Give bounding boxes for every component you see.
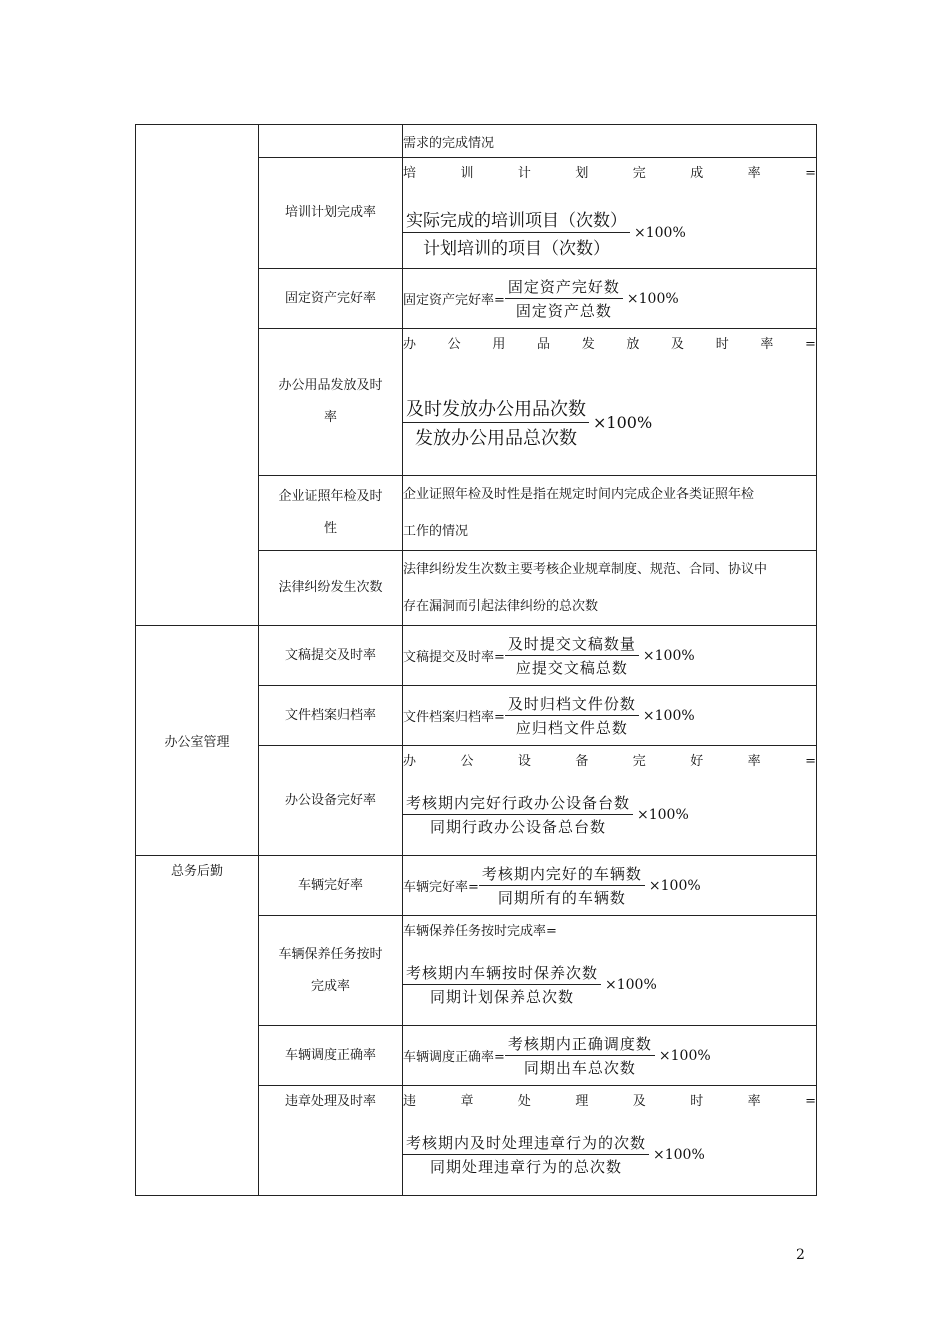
spread-char: =	[805, 337, 816, 352]
spread-char: 时	[690, 1094, 704, 1109]
denominator: 同期出车总次数	[523, 1059, 636, 1077]
table-row	[136, 856, 817, 916]
multiplier: ×100%	[642, 647, 695, 664]
spread-char: 及	[671, 337, 685, 352]
spread-char: 办	[403, 337, 417, 352]
spread-text	[403, 164, 816, 184]
desc-cell: 需求的完成情况	[403, 125, 817, 158]
formula: 车辆调度正确率= $\frac{\text{考核期内正确调度数}}{\text{同期出车总次数}}$ ×100%	[403, 1035, 711, 1077]
spread-char: 完	[632, 166, 646, 181]
numerator: 考核期内完好行政办公设备台数	[403, 792, 633, 815]
multiplier: ×100%	[593, 413, 653, 432]
denominator: 发放办公用品总次数	[415, 428, 577, 449]
spread-char: 计	[517, 166, 531, 181]
table-row	[136, 125, 817, 158]
spread-char: 划	[575, 166, 589, 181]
numerator: 考核期内正确调度数	[505, 1033, 655, 1056]
multiplier: ×100%	[626, 290, 679, 307]
item-cell: 文稿提交及时率	[259, 626, 403, 686]
formula: 固定资产完好率= $\frac{\text{固定资产完好数}}{\text{固定资产总数}}$ ×100%	[403, 278, 679, 320]
numerator: 考核期内车辆按时保养次数	[403, 962, 601, 985]
group-cell-empty	[136, 125, 259, 626]
item-cell: 固定资产完好率	[259, 269, 403, 329]
spread-text	[403, 752, 816, 772]
multiplier: ×100%	[658, 1047, 711, 1064]
group-cell-office: 办公室管理	[136, 626, 259, 856]
formula: 文件档案归档率= $\frac{\text{及时归档文件份数}}{\text{应归档文件总数}}$ ×100%	[403, 695, 695, 737]
denominator: 同期行政办公设备总台数	[430, 818, 607, 836]
spread-char: 成	[690, 166, 704, 181]
formula: 车辆完好率= $\frac{\text{考核期内完好的车辆数}}{\text{同期所有的车辆数}}$ ×100%	[403, 865, 701, 907]
numerator: 及时归档文件份数	[505, 693, 639, 716]
numerator: 实际完成的培训项目（次数）	[403, 206, 630, 233]
multiplier: ×100%	[605, 976, 657, 993]
spread-char: 培	[403, 166, 417, 181]
formula	[403, 206, 816, 259]
item-cell: 车辆完好率	[259, 856, 403, 916]
multiplier: ×100%	[648, 877, 701, 894]
spread-char: 章	[460, 1094, 474, 1109]
spread-char: 办	[403, 754, 417, 769]
spread-char: 备	[575, 754, 589, 769]
spread-char: =	[805, 754, 816, 769]
spread-text	[403, 1092, 816, 1112]
spread-char: 理	[575, 1094, 589, 1109]
multiplier: ×100%	[637, 806, 689, 823]
spread-char: 率	[747, 1094, 761, 1109]
spread-char: 率	[747, 166, 761, 181]
multiplier: ×100%	[634, 224, 686, 241]
item-cell: 车辆保养任务按时 完成率	[259, 916, 403, 1026]
numerator: 及时发放办公用品次数	[403, 395, 589, 423]
formula	[403, 792, 816, 837]
group-cell-logistics: 总务后勤	[136, 856, 259, 1196]
numerator: 考核期内完好的车辆数	[479, 863, 645, 886]
item-cell: 办公设备完好率	[259, 746, 403, 856]
spread-text	[403, 335, 816, 355]
formula-cell	[403, 746, 817, 856]
spread-char: 公	[447, 337, 461, 352]
spread-char: 完	[632, 754, 646, 769]
numerator: 及时提交文稿数量	[505, 633, 639, 656]
item-cell-empty	[259, 125, 403, 158]
denominator: 同期计划保养总次数	[430, 988, 575, 1006]
item-cell: 车辆调度正确率	[259, 1026, 403, 1086]
desc-cell: 企业证照年检及时性是指在规定时间内完成企业各类证照年检 工作的情况	[403, 476, 817, 551]
denominator: 应归档文件总数	[515, 719, 628, 737]
spread-char: 违	[403, 1094, 417, 1109]
multiplier: ×100%	[653, 1146, 705, 1163]
formula-cell	[403, 856, 817, 916]
formula-cell	[403, 269, 817, 329]
formula-cell	[403, 329, 817, 476]
item-cell: 法律纠纷发生次数	[259, 551, 403, 626]
spread-char: =	[805, 1094, 816, 1109]
formula	[403, 1132, 816, 1177]
spread-char: 发	[581, 337, 595, 352]
item-cell: 办公用品发放及时 率	[259, 329, 403, 476]
denominator: 应提交文稿总数	[515, 659, 628, 677]
numerator: 考核期内及时处理违章行为的次数	[403, 1132, 649, 1155]
spread-char: 率	[747, 754, 761, 769]
formula-cell	[403, 1026, 817, 1086]
spread-char: 好	[690, 754, 704, 769]
item-cell: 违章处理及时率	[259, 1086, 403, 1196]
table-row	[136, 626, 817, 686]
denominator: 固定资产总数	[515, 302, 612, 320]
numerator: 固定资产完好数	[505, 276, 623, 299]
spread-char: 处	[517, 1094, 531, 1109]
formula	[403, 395, 816, 450]
spread-char: =	[805, 166, 816, 181]
spread-char: 训	[460, 166, 474, 181]
formula-cell	[403, 686, 817, 746]
kpi-table	[135, 124, 817, 1196]
spread-char: 设	[517, 754, 531, 769]
item-cell: 文件档案归档率	[259, 686, 403, 746]
formula-cell	[403, 626, 817, 686]
formula	[403, 962, 816, 1007]
formula-cell	[403, 158, 817, 269]
denominator: 同期处理违章行为的总次数	[430, 1158, 623, 1176]
item-cell: 培训计划完成率	[259, 158, 403, 269]
item-cell: 企业证照年检及时 性	[259, 476, 403, 551]
page-number: 2	[796, 1247, 805, 1263]
spread-char: 公	[460, 754, 474, 769]
formula-cell: 车辆保养任务按时完成率= $\frac{\text{考核期内车辆按时保养次数}}{\text{同期计划保养总次数}}$ ×100%	[403, 916, 817, 1026]
spread-char: 品	[537, 337, 551, 352]
desc-cell: 法律纠纷发生次数主要考核企业规章制度、规范、合同、协议中 存在漏洞而引起法律纠纷的总次数	[403, 551, 817, 626]
denominator: 计划培训的项目（次数）	[423, 239, 610, 259]
multiplier: ×100%	[642, 707, 695, 724]
spread-char: 时	[715, 337, 729, 352]
formula-cell	[403, 1086, 817, 1196]
formula: 文稿提交及时率= $\frac{\text{及时提交文稿数量}}{\text{应提交文稿总数}}$ ×100%	[403, 635, 695, 677]
spread-char: 用	[492, 337, 506, 352]
spread-char: 率	[760, 337, 774, 352]
spread-char: 放	[626, 337, 640, 352]
spread-char: 及	[632, 1094, 646, 1109]
denominator: 同期所有的车辆数	[497, 889, 626, 907]
